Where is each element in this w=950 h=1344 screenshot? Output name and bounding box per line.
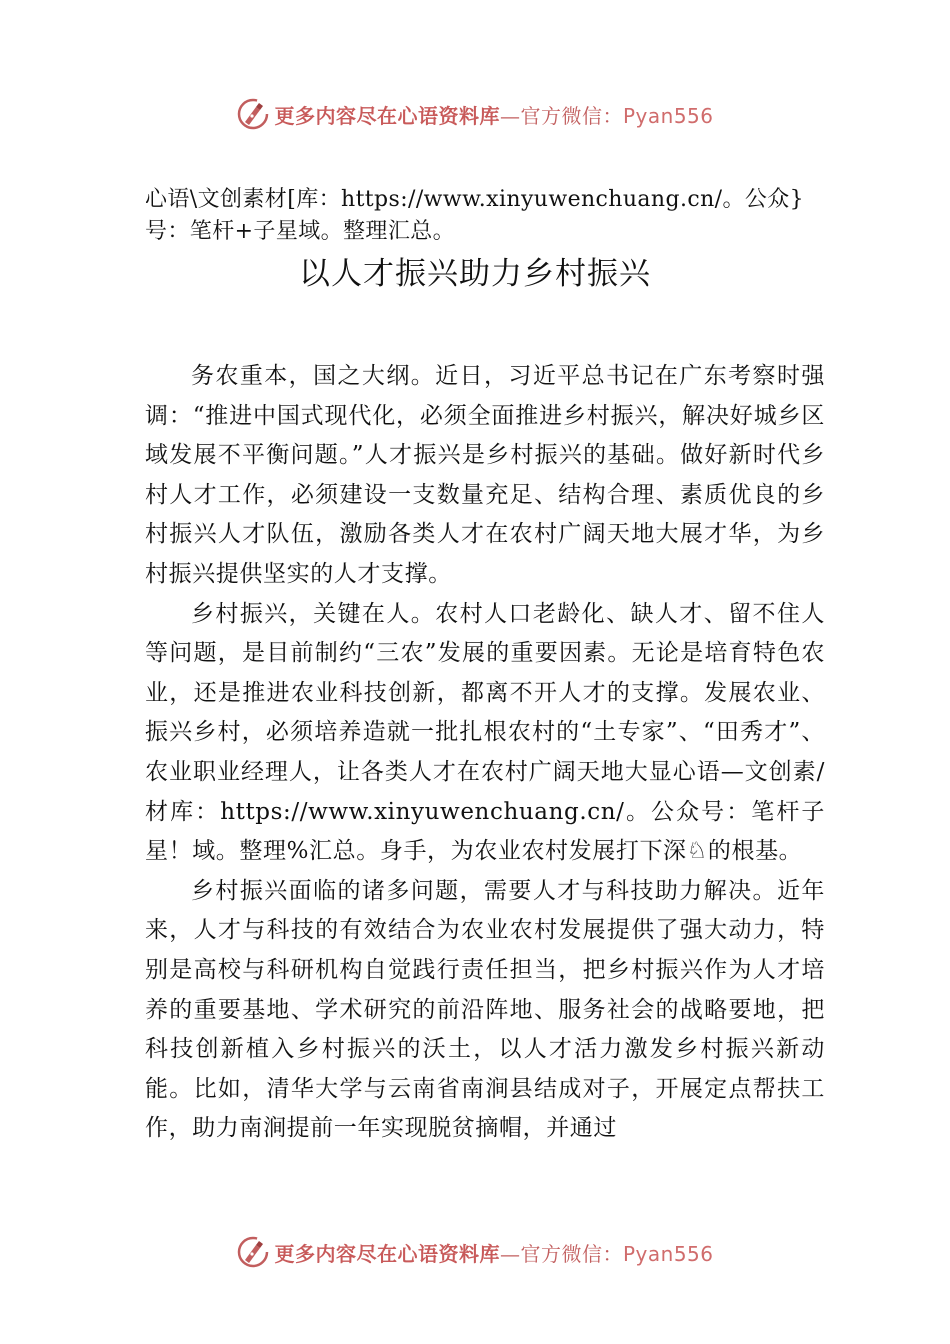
footer-banner-wechat-id: Pyan556 (622, 1241, 714, 1266)
document-title: 以人才振兴助力乡村振兴 (299, 256, 651, 292)
pen-nib-logo-icon (236, 97, 270, 131)
body-paragraph-3: 乡村振兴面临的诸多问题，需要人才与科技助力解决。近年来，人才与科技的有效结合为农业农村发展提供了强大动力，特别是高校与科研机构自觉践行责任担当，把乡村振兴作为人才培养的重要基地、学术研究的前沿阵地、服务社会的战略要地，把科技创新植入乡村振兴的沃土，以人才活力激发乡村振兴新动能。比如，清华大学与云南省南涧县结成对子，开展定点帮扶工作，助力南涧提前一年实现脱贫摘帽，并通过 (145, 877, 825, 1142)
footer-banner-brand: 更多内容尽在心语资料库 (274, 1241, 500, 1266)
header-banner-text (274, 100, 713, 129)
document-body (145, 357, 825, 1149)
footer-watermark-banner (0, 1230, 950, 1274)
pen-nib-logo-icon (236, 1235, 270, 1269)
footer-banner-separator: —官方微信： (499, 1241, 623, 1266)
body-paragraph-2: 乡村振兴，关键在人。农村人口老龄化、缺人才、留不住人等问题，是目前制约“三农”发展的重要因素。无论是培育特色农业，还是推进农业科技创新，都离不开人才的支撑。发展农业、振兴乡村，必须培养造就一批扎根农村的“土专家”、“田秀才”、农业职业经理人，让各类人才在农村广阔天地大显心语—文创素/材库：https://www.xinyuwenchuang.cn/。公众号：笔杆子星！域。整理%汇总。身手，为农业农村发展打下深♘的根基。 (145, 600, 825, 865)
body-paragraph-1: 务农重本，国之大纲。近日，习近平总书记在广东考察时强调：“推进中国式现代化，必须全面推进乡村振兴，解决好城乡区域发展不平衡问题。”人才振兴是乡村振兴的基础。做好新时代乡村人才工作，必须建设一支数量充足、结构合理、素质优良的乡村振兴人才队伍，激励各类人才在农村广阔天地大展才华，为乡村振兴提供坚实的人才支撑。 (145, 363, 825, 587)
footer-banner-text (274, 1238, 713, 1267)
header-banner-wechat-id: Pyan556 (622, 103, 714, 128)
header-watermark-banner (0, 92, 950, 136)
header-banner-brand: 更多内容尽在心语资料库 (274, 103, 500, 128)
header-banner-separator: —官方微信： (499, 103, 623, 128)
source-note: 心语\文创素材[库：https://www.xinyuwenchuang.cn/。公众}号：笔杆+子星域。整理汇总。 (145, 187, 805, 244)
